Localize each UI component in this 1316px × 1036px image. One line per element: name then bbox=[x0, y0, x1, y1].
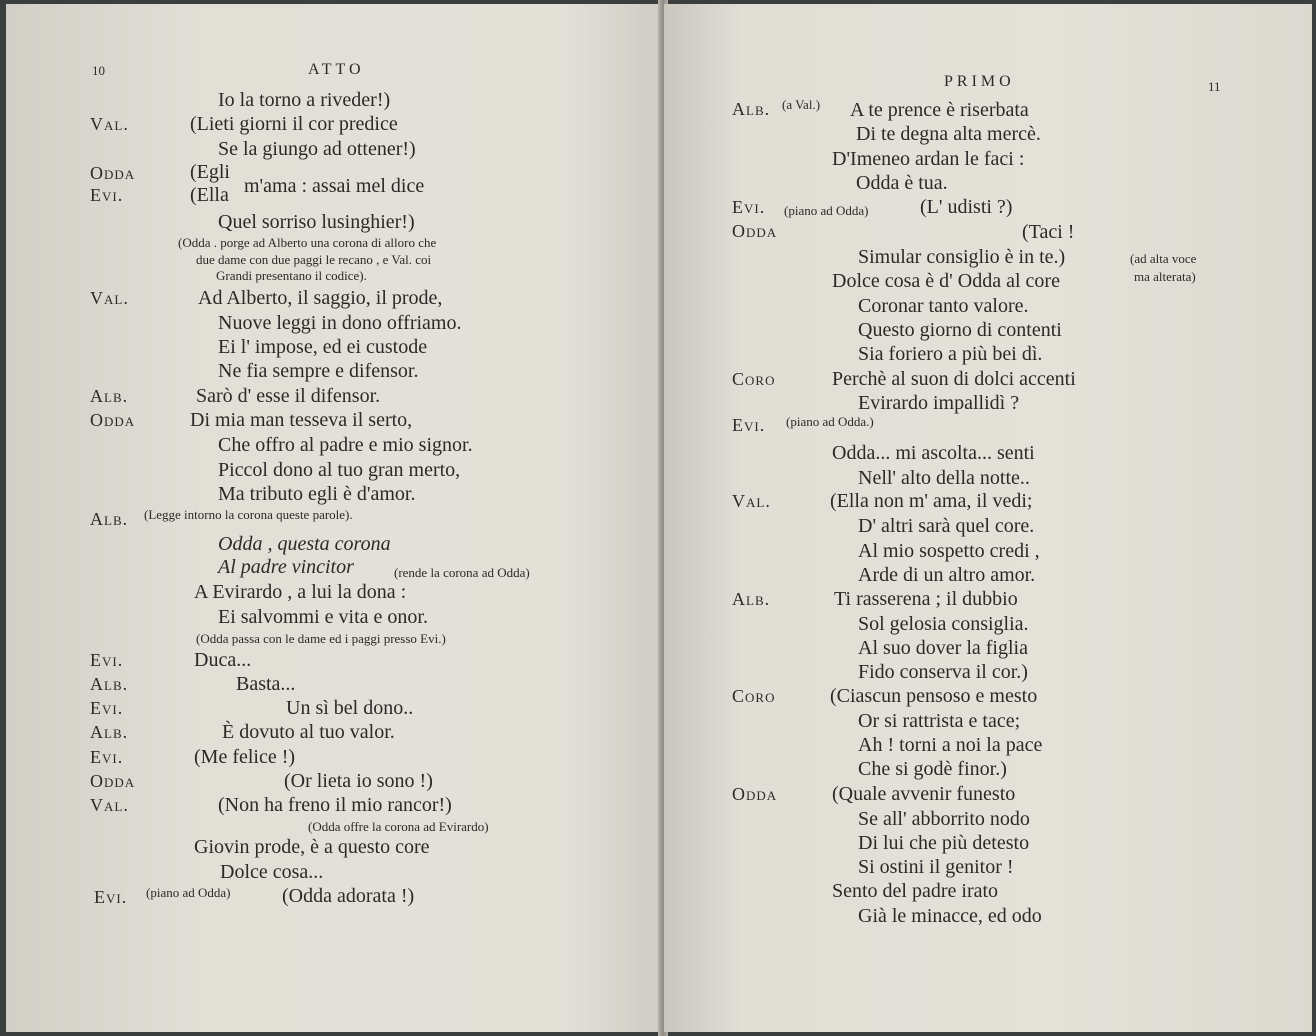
verse-line: (Ciascun pensoso e mesto bbox=[830, 685, 1038, 707]
verse-line: Ei l' impose, ed ei custode bbox=[218, 336, 428, 358]
speaker: Val. bbox=[90, 288, 129, 308]
speaker: Evi. bbox=[90, 185, 124, 205]
verse-line: Quel sorriso lusinghier!) bbox=[218, 211, 415, 233]
verse-line-italic: Odda , questa corona bbox=[218, 533, 391, 555]
speaker: Alb. bbox=[732, 589, 771, 609]
verse-line: Fido conserva il cor.) bbox=[858, 661, 1028, 683]
verse-line: A Evirardo , a lui la dona : bbox=[194, 581, 407, 603]
speaker: Val. bbox=[90, 795, 129, 815]
stage-direction: (ad alta voce bbox=[1130, 251, 1197, 266]
verse-line: Sol gelosia consiglia. bbox=[858, 613, 1029, 635]
verse-line: Di lui che più detesto bbox=[858, 832, 1030, 854]
verse-line: Ad Alberto, il saggio, il prode, bbox=[198, 287, 443, 309]
speaker: Evi. bbox=[732, 197, 766, 217]
speaker: Odda bbox=[732, 221, 778, 241]
verse-line: Nell' alto della notte.. bbox=[858, 467, 1030, 489]
verse-line: Evirardo impallidì ? bbox=[858, 392, 1020, 414]
verse-line: (Egli bbox=[190, 161, 230, 183]
speaker: Val. bbox=[90, 114, 129, 134]
speaker: Alb. bbox=[90, 386, 129, 406]
verse-line: (Lieti giorni il cor predice bbox=[190, 113, 398, 135]
verse-line: Questo giorno di contenti bbox=[858, 319, 1062, 341]
verse-line: (Me felice !) bbox=[194, 746, 296, 768]
speaker: Odda bbox=[90, 163, 136, 183]
stage-direction: (Odda offre la corona ad Evirardo) bbox=[308, 819, 489, 834]
verse-line: Simular consiglio è in te.) bbox=[858, 246, 1066, 268]
verse-line: Un sì bel dono.. bbox=[286, 697, 414, 719]
running-head: PRIMO bbox=[944, 73, 1015, 90]
speaker: Odda bbox=[90, 771, 136, 791]
page-number: 11 bbox=[1208, 79, 1221, 94]
stage-direction: (piano ad Odda) bbox=[146, 885, 231, 900]
verse-line: (Non ha freno il mio rancor!) bbox=[218, 794, 452, 816]
verse-line: (Quale avvenir funesto bbox=[832, 783, 1016, 805]
verse-line: Dolce cosa è d' Odda al core bbox=[832, 270, 1060, 292]
verse-line: Duca... bbox=[194, 649, 252, 671]
verse-line: Piccol dono al tuo gran merto, bbox=[218, 459, 461, 481]
verse-line: Giovin prode, è a questo core bbox=[194, 836, 430, 858]
verse-line: (L' udisti ?) bbox=[920, 196, 1013, 218]
speaker: Evi. bbox=[732, 415, 766, 435]
speaker: Evi. bbox=[90, 698, 124, 718]
speaker: Val. bbox=[732, 491, 771, 511]
speaker: Odda bbox=[90, 410, 136, 430]
stage-direction: (Legge intorno la corona queste parole). bbox=[144, 507, 353, 522]
stage-direction: due dame con due paggi le recano , e Val. coi bbox=[196, 252, 432, 267]
verse-line: Già le minacce, ed odo bbox=[858, 905, 1042, 927]
verse-line: Al mio sospetto credi , bbox=[858, 540, 1040, 562]
verse-line: (Ella bbox=[190, 184, 229, 206]
verse-line: Sia foriero a più bei dì. bbox=[858, 343, 1043, 365]
left-page bbox=[6, 4, 662, 1032]
verse-line: Io la torno a riveder!) bbox=[218, 89, 391, 111]
running-head: ATTO bbox=[308, 61, 365, 78]
stage-direction: ma alterata) bbox=[1134, 269, 1196, 284]
verse-line: Dolce cosa... bbox=[220, 861, 324, 883]
stage-direction: Grandi presentano il codice). bbox=[216, 268, 367, 283]
verse-line: Ma tributo egli è d'amor. bbox=[218, 483, 416, 505]
speaker: Odda bbox=[732, 784, 778, 804]
verse-line: Or si rattrista e tace; bbox=[858, 710, 1021, 732]
speaker: Alb. bbox=[732, 99, 771, 119]
verse-line: Arde di un altro amor. bbox=[858, 564, 1036, 586]
verse-line: m'ama : assai mel dice bbox=[244, 175, 425, 197]
verse-line: D' altri sarà quel core. bbox=[858, 515, 1035, 537]
speaker: Evi. bbox=[90, 650, 124, 670]
verse-line: Se all' abborrito nodo bbox=[858, 808, 1030, 830]
verse-line: Ei salvommi e vita e onor. bbox=[218, 606, 428, 628]
verse-line: Sarò d' esse il difensor. bbox=[196, 385, 381, 407]
verse-line-italic: Al padre vincitor bbox=[218, 556, 354, 578]
verse-line: Odda... mi ascolta... senti bbox=[832, 442, 1035, 464]
speaker: Evi. bbox=[94, 887, 128, 907]
verse-line: Ne fia sempre e difensor. bbox=[218, 360, 419, 382]
verse-line: Ah ! torni a noi la pace bbox=[858, 734, 1043, 756]
stage-direction: (piano ad Odda.) bbox=[786, 414, 874, 429]
speaker: Alb. bbox=[90, 722, 129, 742]
speaker: Alb. bbox=[90, 509, 129, 529]
speaker: Evi. bbox=[90, 747, 124, 767]
verse-line: È dovuto al tuo valor. bbox=[222, 721, 395, 743]
stage-direction: (piano ad Odda) bbox=[784, 203, 869, 218]
stage-direction: (Odda passa con le dame ed i paggi presso Evi.) bbox=[196, 631, 446, 646]
verse-line: Se la giungo ad ottener!) bbox=[218, 138, 416, 160]
verse-line: (Odda adorata !) bbox=[282, 885, 415, 907]
verse-line: A te prence è riserbata bbox=[850, 99, 1029, 121]
speaker: Alb. bbox=[90, 674, 129, 694]
verse-line: D'Imeneo ardan le faci : bbox=[832, 148, 1025, 170]
stage-direction: (Odda . porge ad Alberto una corona di alloro che bbox=[178, 235, 437, 250]
verse-line: Di mia man tesseva il serto, bbox=[190, 409, 413, 431]
verse-line: Di te degna alta mercè. bbox=[856, 123, 1041, 145]
verse-line: Che si godè finor.) bbox=[858, 758, 1007, 780]
verse-line: Perchè al suon di dolci accenti bbox=[832, 368, 1076, 390]
right-page bbox=[664, 4, 1312, 1032]
verse-line: Nuove leggi in dono offriamo. bbox=[218, 312, 462, 334]
verse-line: Che offro al padre e mio signor. bbox=[218, 434, 473, 456]
speaker: Coro bbox=[732, 686, 776, 706]
verse-line: Basta... bbox=[236, 673, 296, 695]
stage-direction: (rende la corona ad Odda) bbox=[394, 565, 530, 580]
verse-line: Si ostini il genitor ! bbox=[858, 856, 1014, 878]
verse-line: Odda è tua. bbox=[856, 172, 948, 194]
speaker: Coro bbox=[732, 369, 776, 389]
page-number: 10 bbox=[92, 63, 105, 78]
verse-line: Sento del padre irato bbox=[832, 880, 999, 902]
stage-direction: (a Val.) bbox=[782, 97, 821, 112]
verse-line: (Ella non m' ama, il vedi; bbox=[830, 490, 1033, 512]
verse-line: Ti rasserena ; il dubbio bbox=[834, 588, 1018, 610]
verse-line: Coronar tanto valore. bbox=[858, 295, 1029, 317]
verse-line: (Or lieta io sono !) bbox=[284, 770, 433, 792]
verse-line: (Taci ! bbox=[1022, 221, 1075, 243]
verse-line: Al suo dover la figlia bbox=[858, 637, 1028, 659]
